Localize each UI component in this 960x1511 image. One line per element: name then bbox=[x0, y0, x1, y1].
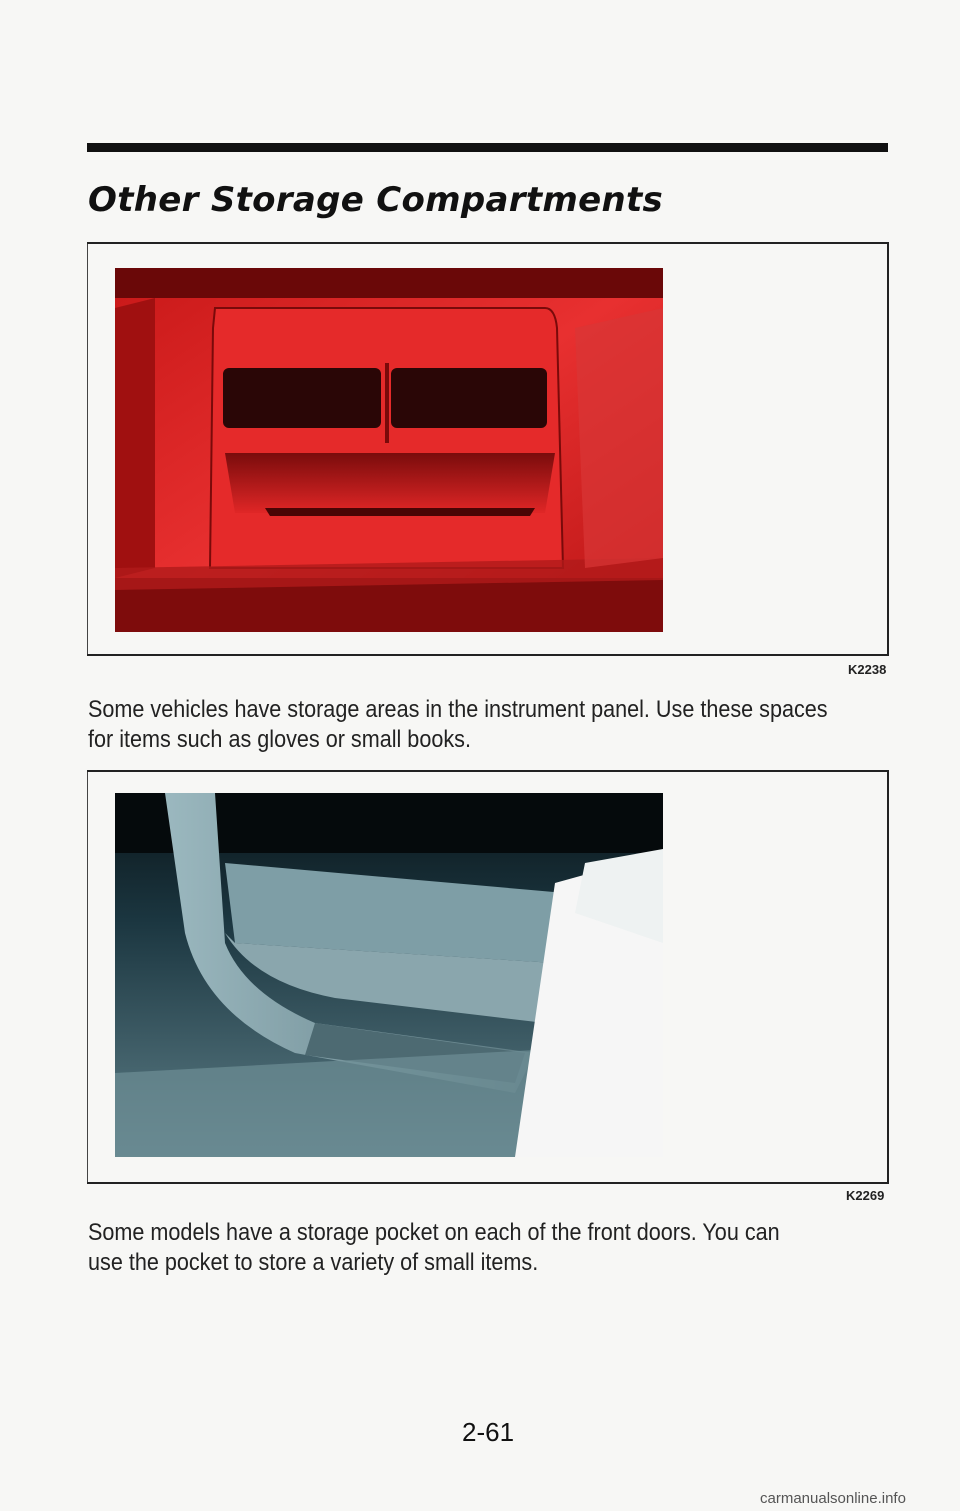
instrument-panel-storage-photo bbox=[115, 268, 663, 632]
door-storage-pocket-photo bbox=[115, 793, 663, 1157]
watermark: carmanualsonline.info bbox=[760, 1490, 906, 1507]
figure-frame-door-pocket bbox=[87, 770, 889, 1184]
figure-frame-instrument-panel bbox=[87, 242, 889, 656]
page-title: Other Storage Compartments bbox=[88, 180, 664, 220]
caption-paragraph: Some models have a storage pocket on each of the front doors. You can use the pocket to store a variety of small items. bbox=[88, 1219, 780, 1276]
figure-code: K2269 bbox=[846, 1188, 885, 1203]
page-number: 2-61 bbox=[462, 1417, 515, 1447]
header-rule bbox=[87, 143, 888, 152]
figure-code: K2238 bbox=[848, 662, 887, 677]
caption-paragraph: Some vehicles have storage areas in the instrument panel. Use these spaces for items such as gloves or small books. bbox=[88, 696, 828, 753]
